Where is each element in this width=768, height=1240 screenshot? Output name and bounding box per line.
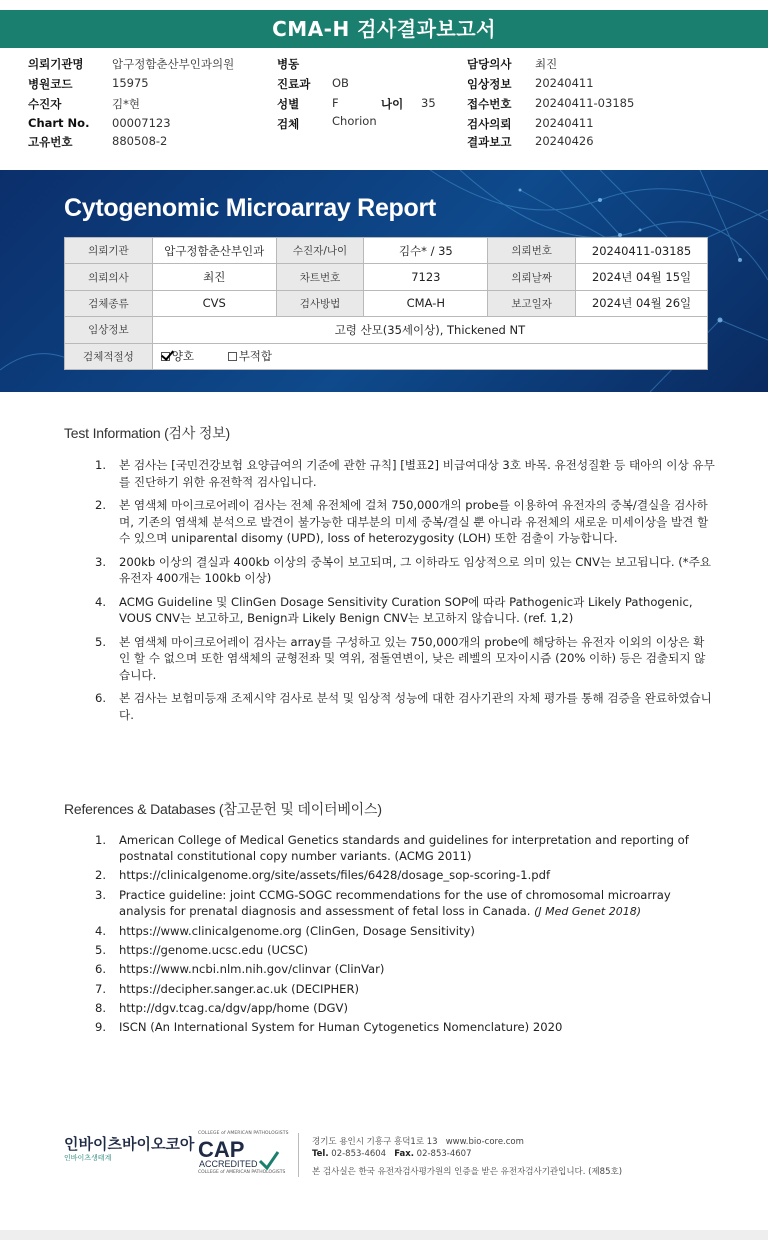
checkbox-empty-icon — [228, 352, 237, 361]
option-label: 양호 — [171, 349, 195, 364]
list-item: 4. ACMG Guideline 및 ClinGen Dosage Sensitivity Curation SOP에 따라 Pathogenic과 Likely Pathogenic, VOUS CNV는 보고하고, Benign과 Likely Benign CNV는 보고하지 않습니다. (ref. 1,2) — [95, 594, 693, 625]
chart-no-label: Chart No. — [28, 116, 90, 130]
clinical-info-cell: 고령 산모(35세이상), Thickened NT — [152, 317, 707, 343]
chart-no-value: 00007123 — [112, 116, 171, 130]
patient-meta — [0, 56, 768, 156]
specimen-value: Chorion — [332, 114, 377, 128]
test-info-list — [95, 457, 715, 730]
footer — [0, 1125, 768, 1185]
table-row — [65, 343, 708, 369]
list-item: 5. 본 염색체 마이크로어레이 검사는 array를 구성하고 있는 750,000개의 probe에 해당하는 유전자 이외의 이상은 확인 할 수 없으며 또한 염색체의 균형전좌 및 역위, 점돌연변이, 낮은 레벨의 모자이시즘 (20% 이하) 등은 검출되지 않습니다. — [95, 634, 706, 682]
option-label: 부적합 — [238, 349, 273, 364]
cap-check-icon — [258, 1149, 280, 1171]
checkbox-checked-icon — [161, 352, 170, 361]
cap-accredited-text: ACCREDITED — [199, 1159, 258, 1169]
list-item: 6. https://www.ncbi.nlm.nih.gov/clinvar (ClinVar) — [95, 962, 385, 977]
clinical-info-label: 임상정보 — [467, 77, 512, 91]
list-item: 4. https://www.clinicalgenome.org (ClinGen, Dosage Sensitivity) — [95, 924, 475, 939]
doctor-label: 담당의사 — [467, 57, 512, 71]
website: www.bio-core.com — [445, 1137, 524, 1147]
adequacy-option-good — [161, 348, 194, 364]
list-item: 9. ISCN (An International System for Human Cytogenetics Nomenclature) 2020 — [95, 1020, 563, 1035]
table-header-cell: 임상정보 — [65, 317, 153, 343]
company-logo: 인바이츠바이오코아 — [64, 1135, 195, 1153]
cap-logo-bottom-text: COLLEGE of AMERICAN PATHOLOGISTS — [198, 1170, 286, 1175]
table-header-cell: 검사방법 — [276, 290, 364, 316]
list-item: 6. 본 검사는 보험미등재 조제시약 검사로 분석 및 임상적 성능에 대한 검사기관의 자체 평가를 통해 검증을 완료하였습니다. — [95, 691, 712, 722]
department-value: OB — [332, 76, 349, 90]
unique-id-label: 고유번호 — [28, 135, 73, 149]
hospital-label: 의뢰기관명 — [28, 57, 84, 71]
hospital-code-label: 병원코드 — [28, 77, 73, 91]
table-cell: 김수* / 35 — [364, 238, 488, 264]
table-row — [65, 290, 708, 316]
report-banner — [0, 170, 768, 392]
table-header-cell: 차트번호 — [276, 264, 364, 290]
table-cell: CMA-H — [364, 290, 488, 316]
list-item: 1. American College of Medical Genetics standards and guidelines for interpretation and reporting of postnatal constitutional copy number variants. (ACMG 2011) — [95, 833, 689, 864]
table-row — [65, 317, 708, 343]
table-header-cell: 검체적절성 — [65, 343, 153, 369]
table-header-cell: 의뢰의사 — [65, 264, 153, 290]
cap-logo: CAP — [198, 1137, 245, 1162]
report-date-value: 20240426 — [535, 134, 594, 148]
table-cell: 압구정함춘산부인과 — [152, 238, 276, 264]
certification-note: 본 검사실은 한국 유전자검사평가원의 인증을 받은 유전자검사기관입니다. (제85호) — [312, 1167, 623, 1177]
footer-divider — [298, 1133, 299, 1177]
request-date-value: 20240411 — [535, 116, 594, 130]
department-label: 진료과 — [277, 77, 311, 91]
ward-label: 병동 — [277, 57, 300, 71]
company-logo-subtitle: 인바이츠생태계 — [64, 1154, 112, 1162]
patient-value: 김*현 — [112, 97, 140, 111]
hospital-value: 압구정함춘산부인과의원 — [112, 57, 235, 71]
report-info-table — [64, 237, 708, 370]
address: 경기도 용인시 기흥구 흥덕1로 13 — [312, 1137, 438, 1147]
list-item: 3. 200kb 이상의 결실과 400kb 이상의 중복이 보고되며, 그 이하라도 임상적으로 의미 있는 CNV는 보고됩니다. (*주요 유전자 400개는 100kb 이상) — [95, 554, 711, 585]
list-item: 5. https://genome.ucsc.edu (UCSC) — [95, 943, 309, 958]
table-cell: CVS — [152, 290, 276, 316]
list-item: 2. https://clinicalgenome.org/site/assets/files/6428/dosage_sop-scoring-1.pdf — [95, 868, 551, 883]
banner-title: Cytogenomic Microarray Report — [64, 194, 436, 222]
age-value: 35 — [421, 96, 436, 110]
table-header-cell: 의뢰기관 — [65, 238, 153, 264]
table-header-cell: 의뢰번호 — [488, 238, 576, 264]
table-cell: 2024년 04월 15일 — [576, 264, 708, 290]
list-item: 7. https://decipher.sanger.ac.uk (DECIPHER) — [95, 981, 360, 996]
references-title: References & Databases (참고문헌 및 데이터베이스) — [64, 801, 382, 817]
request-date-label: 검사의뢰 — [467, 117, 512, 131]
footer-contact-line: Tel. 02-853-4604 Fax. 02-853-4607 — [312, 1149, 472, 1159]
references-list — [95, 832, 715, 1038]
table-cell: 2024년 04월 26일 — [576, 290, 708, 316]
receipt-no-value: 20240411-03185 — [535, 96, 635, 110]
patient-label: 수진자 — [28, 97, 62, 111]
clinical-info-value: 20240411 — [535, 76, 594, 90]
sex-label: 성별 — [277, 97, 300, 111]
adequacy-option-inadequate — [228, 348, 272, 364]
list-item: 1. 본 검사는 [국민건강보험 요양급여의 기준에 관한 규칙] [별표2] 비급여대상 3호 바목. 유전성질환 등 태아의 이상 유무를 진단하기 위한 유전학적 검사입니다. — [95, 458, 715, 489]
table-header-cell: 보고일자 — [488, 290, 576, 316]
specimen-adequacy-cell — [152, 343, 707, 369]
table-cell: 20240411-03185 — [576, 238, 708, 264]
report-title: CMA-H 검사결과보고서 — [272, 17, 496, 41]
table-header-cell: 검체종류 — [65, 290, 153, 316]
table-row — [65, 238, 708, 264]
doctor-value: 최진 — [535, 57, 558, 71]
list-item: 2. 본 염색체 마이크로어레이 검사는 전체 유전체에 걸쳐 750,000개의 probe를 이용하여 유전자의 중복/결실을 검사하며, 기존의 염색체 분석으로 발견이 불가능한 대부분의 미세 중복/결실 뿐 아니라 유전체의 새로운 미세이상을 발견 할 수 있으며 uniparental disomy (UPD), loss of heterozygosity (LOH) 또한 검출이 가능합니다. — [95, 498, 709, 545]
receipt-no-label: 접수번호 — [467, 97, 512, 111]
table-row — [65, 264, 708, 290]
hospital-code-value: 15975 — [112, 76, 149, 90]
fax: 02-853-4607 — [416, 1149, 472, 1159]
table-header-cell: 수진자/나이 — [276, 238, 364, 264]
table-cell: 7123 — [364, 264, 488, 290]
specimen-label: 검체 — [277, 117, 300, 131]
phone: 02-853-4604 — [331, 1149, 387, 1159]
test-info-title: Test Information (검사 정보) — [64, 425, 230, 441]
report-date-label: 결과보고 — [467, 135, 512, 149]
table-cell: 최진 — [152, 264, 276, 290]
report-header-bar — [0, 10, 768, 48]
unique-id-value: 880508-2 — [112, 134, 168, 148]
cap-logo-top-text: COLLEGE of AMERICAN PATHOLOGISTS — [198, 1131, 289, 1136]
list-item: 3. Practice guideline: joint CCMG-SOGC recommendations for the use of chromosomal microarray analysis for prenatal diagnosis and assessment of fetal loss in Canada. (J Med Genet 2018) — [95, 887, 671, 918]
footer-address-line — [312, 1135, 524, 1147]
page-bottom-strip — [0, 1230, 768, 1240]
table-header-cell: 의뢰날짜 — [488, 264, 576, 290]
age-label: 나이 — [381, 97, 404, 111]
list-item: 8. http://dgv.tcag.ca/dgv/app/home (DGV) — [95, 1000, 348, 1015]
sex-value: F — [332, 96, 339, 110]
